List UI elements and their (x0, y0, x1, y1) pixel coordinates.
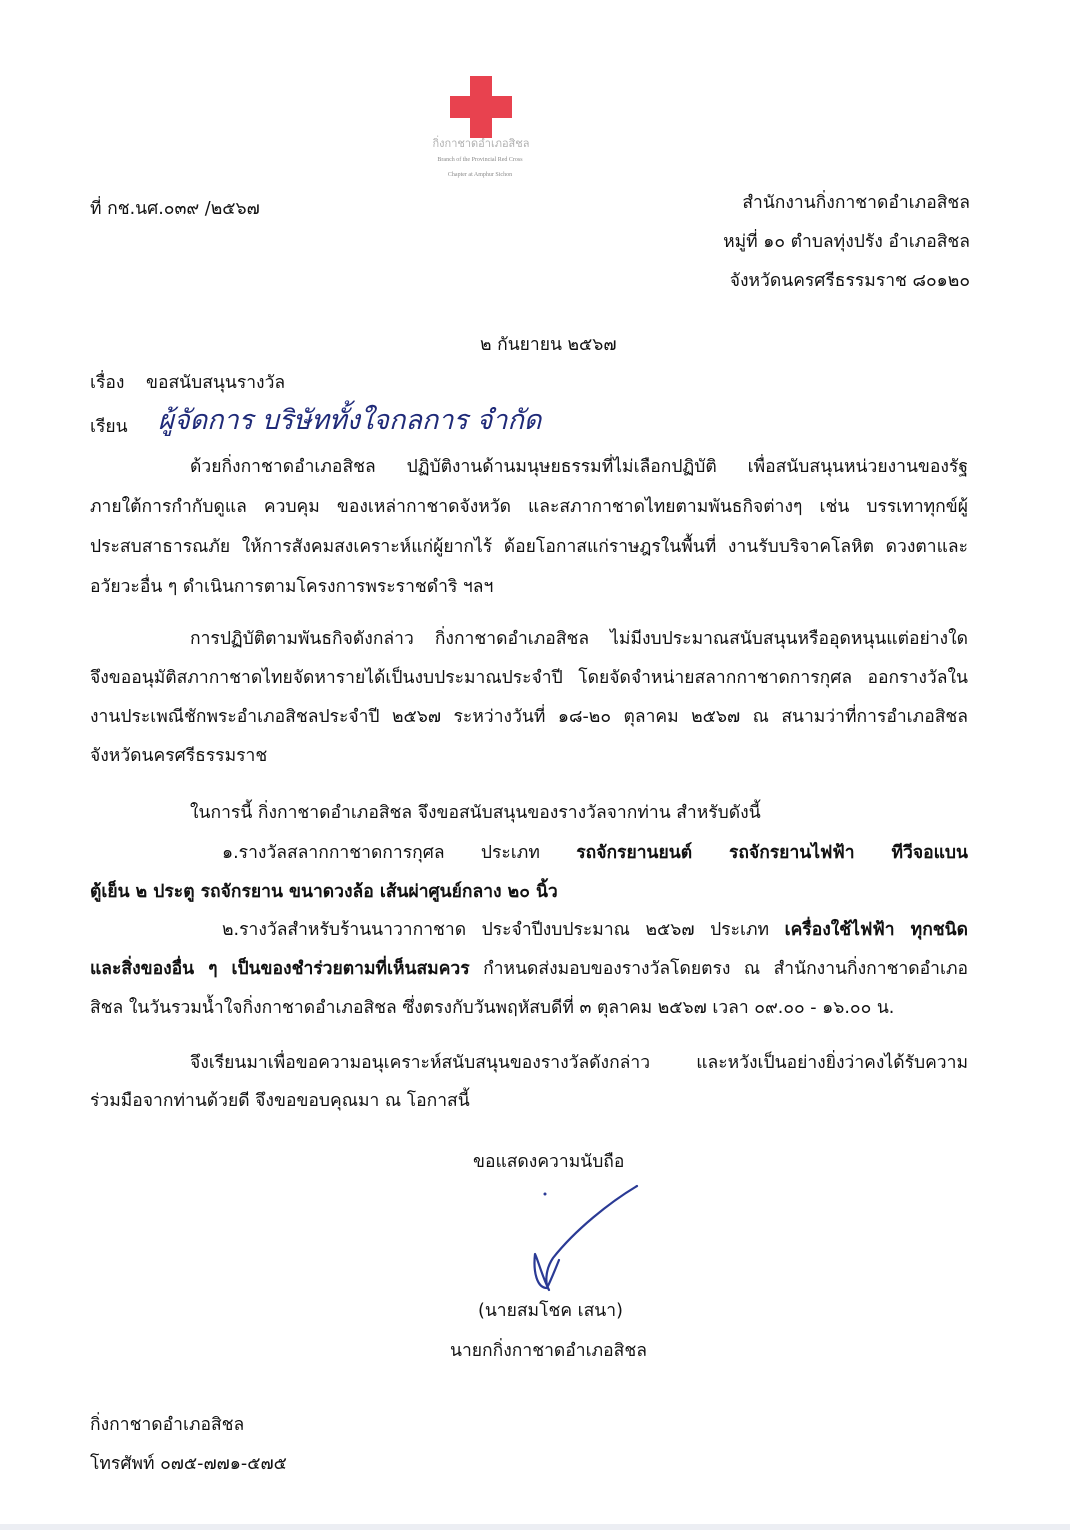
item-2-line-2-plain: กำหนดส่งมอบของรางวัลโดยตรง ณ สำนักงานกิ่งกาชาดอำเภอ (469, 959, 969, 979)
red-cross-icon (450, 76, 512, 138)
item-1-line-1 (222, 841, 968, 865)
item-2-plain: ๒.รางวัลสำหรับร้านนาวากาชาด ประจำปีงบประมาณ ๒๕๖๗ ประเภท (222, 920, 785, 940)
sender-address-line-3: จังหวัดนครศรีธรรมราช ๘๐๑๒๐ (729, 271, 970, 291)
item-2-line-1 (222, 918, 968, 942)
logo-subtitle-1: Branch of the Provincial Red Cross (437, 157, 523, 163)
closing: ขอแสดงความนับถือ (473, 1152, 625, 1172)
paragraph-2-line-2: จึงขออนุมัติสภากาชาดไทยจัดหารายได้เป็นงบประมาณประจำปี โดยจัดจำหน่ายสลากกาชาดการกุศล ออกรางวัลใน (90, 668, 968, 688)
item-1-line-2: ตู้เย็น ๒ ประตู รถจักรยาน ขนาดวงล้อ เส้นผ่าศูนย์กลาง ๒๐ นิ้ว (90, 882, 558, 902)
item-2-bold: เครื่องใช้ไฟฟ้า ทุกชนิด (784, 920, 969, 940)
sender-address-line-1: สำนักงานกิ่งกาชาดอำเภอสิชล (742, 193, 970, 213)
paragraph-1-line-1: ด้วยกิ่งกาชาดอำเภอสิชล ปฏิบัติงานด้านมนุษยธรรมที่ไม่เลือกปฏิบัติ เพื่อสนับสนุนหน่วยงานของรัฐ (190, 457, 968, 477)
paragraph-1-line-2: ภายใต้การกำกับดูแล ควบคุม ของเหล่ากาชาดจังหวัด และสภากาชาดไทยตามพันธกิจต่างๆ เช่น บรรเทาทุกข์ผู้ (90, 497, 968, 517)
footer-phone: โทรศัพท์ ๐๗๕-๗๗๑-๕๗๕ (90, 1454, 287, 1474)
paragraph-2-line-1: การปฏิบัติตามพันธกิจดังกล่าว กิ่งกาชาดอำเภอสิชล ไม่มีงบประมาณสนับสนุนหรืออุดหนุนแต่อย่างใด (190, 629, 968, 649)
subject-text: ขอสนับสนุนรางวัล (146, 373, 286, 393)
item-1-bold: รถจักรยานยนต์ รถจักรยานไฟฟ้า ทีวีจอแบน (576, 843, 968, 863)
logo-org-name: กิ่งกาชาดอำเภอสิชล (432, 138, 530, 150)
paragraph-2-line-4: จังหวัดนครศรีธรรมราช (90, 746, 268, 766)
item-2-line-3: สิชล ในวันรวมน้ำใจกิ่งกาชาดอำเภอสิชล ซึ่งตรงกับวันพฤหัสบดีที่ ๓ ตุลาคม ๒๕๖๗ เวลา ๐๙.๐๐ - ๑๖.๐๐ น. (90, 998, 895, 1018)
paragraph-2-line-3: งานประเพณีชักพระอำเภอสิชลประจำปี ๒๕๖๗ ระหว่างวันที่ ๑๘-๒๐ ตุลาคม ๒๕๖๗ ณ สนามว่าที่การอำเภอสิชล (90, 707, 968, 727)
signature-image (515, 1180, 645, 1300)
subject-label: เรื่อง (90, 373, 125, 393)
item-2-line-2 (90, 957, 968, 981)
paragraph-3: ในการนี้ กิ่งกาชาดอำเภอสิชล จึงขอสนับสนุนของรางวัลจากท่าน สำหรับดังนี้ (190, 803, 761, 823)
salutation-label: เรียน (90, 417, 128, 437)
item-2-line-2-bold: และสิ่งของอื่น ๆ เป็นของชำร่วยตามที่เห็นสมควร (90, 959, 470, 979)
reference-number: ที่ กช.นศ.๐๓๙ /๒๕๖๗ (90, 199, 260, 219)
paragraph-4-line-2: ร่วมมือจากท่านด้วยดี จึงขอขอบคุณมา ณ โอกาสนี้ (90, 1091, 470, 1111)
page-edge (0, 1524, 1070, 1530)
signer-name: (นายสมโชค เสนา) (478, 1301, 623, 1321)
paragraph-1-line-4: อวัยวะอื่น ๆ ดำเนินการตามโครงการพระราชดำริ ฯลฯ (90, 577, 494, 597)
salutation-handwritten-recipient: ผู้จัดการ บริษัททั้งใจกลการ จำกัด (158, 405, 542, 436)
paragraph-1-line-3: ประสบสาธารณภัย ให้การสังคมสงเคราะห์แก่ผู้ยากไร้ ด้อยโอกาสแก่ราษฎรในพื้นที่ งานรับบริจาคโลหิต ดวงตาและ (90, 537, 968, 557)
footer-org: กิ่งกาชาดอำเภอสิชล (90, 1415, 245, 1435)
signer-title: นายกกิ่งกาชาดอำเภอสิชล (450, 1341, 647, 1361)
letter-date: ๒ กันยายน ๒๕๖๗ (480, 335, 617, 355)
sender-address-line-2: หมู่ที่ ๑๐ ตำบลทุ่งปรัง อำเภอสิชล (723, 232, 970, 252)
logo-subtitle-2: Chapter at Amphur Sichon (447, 172, 513, 178)
paragraph-4-line-1: จึงเรียนมาเพื่อขอความอนุเคราะห์สนับสนุนของรางวัลดังกล่าว และหวังเป็นอย่างยิ่งว่าคงได้รับความ (190, 1053, 968, 1073)
item-1-plain: ๑.รางวัลสลากกาชาดการกุศล ประเภท (222, 843, 577, 863)
